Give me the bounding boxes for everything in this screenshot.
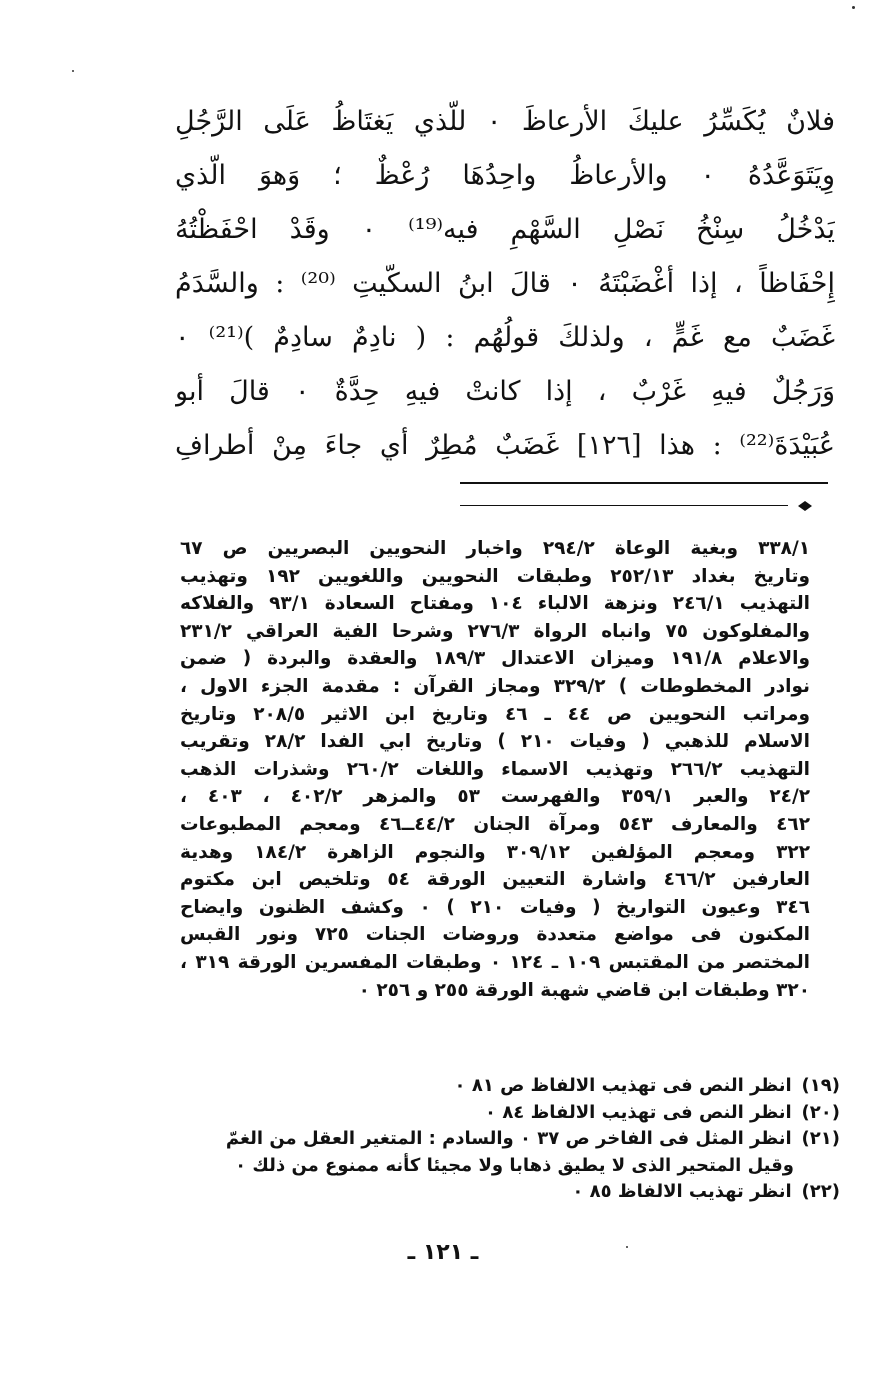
footnote bbox=[190, 1126, 840, 1153]
reference-line: ٣٣٨/١ وبغية الوعاة ٢٩٤/٢ واخبار النحويين البصريين ص ٦٧ bbox=[180, 538, 810, 559]
reference-line: ٤٦٢ والمعارف ٥٤٣ ومرآة الجنان ٤٤/٢ــ٤٦ ومعجم المطبوعات bbox=[180, 813, 810, 835]
reference-line: التهذيب ٢٦٦/٢ وتهذيب الاسماء واللغات ٢٦٠/٢ وشذرات الذهب bbox=[180, 758, 810, 780]
main-text-line: إِحْفَاظاً ، إذا أغْضَبْتَهُ ٠ قالَ ابنُ السكّيتِ ⁽²⁰⁾ : والسَّدَمُ bbox=[175, 268, 835, 299]
divider-rule bbox=[460, 482, 828, 484]
reference-line: والاعلام ١٩١/٨ وميزان الاعتدال ١٨٩/٣ والعقدة والبردة ( ضمن bbox=[180, 648, 810, 670]
reference-notes bbox=[180, 535, 810, 1004]
reference-line: ٣٢٢ ومعجم المؤلفين ٣٠٩/١٢ والنجوم الزاهرة ١٨٤/٢ وهدية bbox=[180, 841, 810, 863]
footnote bbox=[190, 1073, 840, 1100]
footnote-text: انظر النص فى تهذيب الالفاظ ص ٨١ ٠ bbox=[454, 1075, 792, 1096]
scan-speck bbox=[72, 70, 74, 72]
scan-speck bbox=[852, 6, 855, 9]
footnote-divider bbox=[460, 478, 828, 514]
divider-rule bbox=[460, 505, 788, 506]
footnote-number: (٢٠) bbox=[801, 1101, 840, 1123]
main-text-line: غَضَبٌ مع غَمٍّ ، ولذلكَ قولُهُم : ( نادِمٌ سادِمٌ )⁽²¹⁾ ٠ bbox=[175, 322, 835, 353]
footnote-number: (٢١) bbox=[801, 1128, 840, 1149]
footnote-text: انظر المثل فى الفاخر ص ٣٧ ٠ والسادم : المتغير العقل من الغمّ bbox=[225, 1128, 792, 1149]
reference-line: التهذيب ٢٤٦/١ ونزهة الالباء ١٠٤ ومفتاح السعادة ٩٣/١ والفلاكه bbox=[180, 593, 810, 615]
reference-line: المختصر من المقتبس ١٠٩ ـ ١٢٤ ٠ وطبقات المفسرين الورقة ٣١٩ ، bbox=[180, 951, 810, 973]
footnote-text: انظر تهذيب الالفاظ ٨٥ ٠ bbox=[572, 1181, 792, 1202]
footnote-number: (٢٢) bbox=[801, 1181, 840, 1202]
reference-line: العارفين ٤٦٦/٢ واشارة التعيين الورقة ٥٤ وتلخيص ابن مكتوم bbox=[180, 869, 810, 891]
divider-ornament-icon bbox=[784, 500, 826, 512]
main-body-text bbox=[175, 95, 835, 473]
footnote bbox=[190, 1100, 840, 1127]
reference-line: والمفلوكون ٧٥ وانباه الرواة ٢٧٦/٣ وشرحا الفية العراقي ٢٣١/٢ bbox=[180, 620, 810, 642]
reference-line: ٣٤٦ وعيون التواريخ ( وفيات ٢١٠ ) ٠ وكشف الظنون وايضاح bbox=[180, 896, 810, 918]
main-text-line: وَرَجُلٌ فيهِ غَرْبٌ ، إذا كانتْ فيهِ حِدَّةٌ ٠ قالَ أبو bbox=[175, 376, 835, 407]
footnote bbox=[190, 1179, 840, 1206]
main-text-line: يَدْخُلُ سِنْخُ نَصْلِ السَّهْمِ فيه⁽¹⁹⁾ ٠ وقَدْ احْفَظْتُهُ bbox=[175, 214, 835, 245]
reference-line: وتاريخ بغداد ٢٥٢/١٣ وطبقات النحويين واللغويين ١٩٢ وتهذيب bbox=[180, 565, 810, 587]
footnote-continuation: وقيل المتحير الذى لا يطيق ذهابا ولا مجيئا كأنه ممنوع من ذلك ٠ bbox=[235, 1154, 794, 1176]
main-text-line: فلانٌ يُكَسِّرُ عليكَ الأرعاظَ ٠ للّذي يَغتَاظُ عَلَى الرَّجُلِ bbox=[175, 106, 835, 137]
page-number: ـ ١٢١ ـ bbox=[407, 1240, 479, 1265]
footnote-number: (١٩) bbox=[801, 1075, 840, 1096]
reference-line: ٣٢٠ وطبقات ابن قاضي شهبة الورقة ٢٥٥ و ٢٥٦ ٠ bbox=[358, 979, 810, 1001]
reference-line: ومراتب النحويين ص ٤٤ ـ ٤٦ وتاريخ ابن الاثير ٢٠٨/٥ وتاريخ bbox=[180, 703, 810, 725]
reference-line: المكنون فى مواضع متعددة وروضات الجنات ٧٢٥ ونور القبس bbox=[180, 924, 810, 946]
reference-line: ٢٤/٢ والعبر ٣٥٩/١ والفهرست ٥٣ والمزهر ٤٠٢/٢ ، ٤٠٣ ، bbox=[180, 786, 810, 808]
reference-line: الاسلام للذهبي ( وفيات ٢١٠ ) وتاريخ ابي الفدا ٢٨/٢ وتقريب bbox=[180, 731, 810, 753]
footnote-text: انظر النص فى تهذيب الالفاظ ٨٤ ٠ bbox=[485, 1101, 792, 1123]
main-text-line: وِيَتَوَعَّدُهُ ٠ والأرعاظُ واحِدُهَا رُعْظٌ ؛ وَهوَ الّذي bbox=[175, 160, 835, 191]
footnotes bbox=[190, 1073, 840, 1206]
reference-line: نوادر المخطوطات ) ٣٢٩/٢ ومجاز القرآن : مقدمة الجزء الاول ، bbox=[180, 675, 810, 697]
main-text-line: عُبَيْدَةَ⁽²²⁾ : هذا [١٢٦] غَضَبٌ مُطِرٌ أي جاءَ مِنْ أطرافِ bbox=[175, 430, 835, 461]
